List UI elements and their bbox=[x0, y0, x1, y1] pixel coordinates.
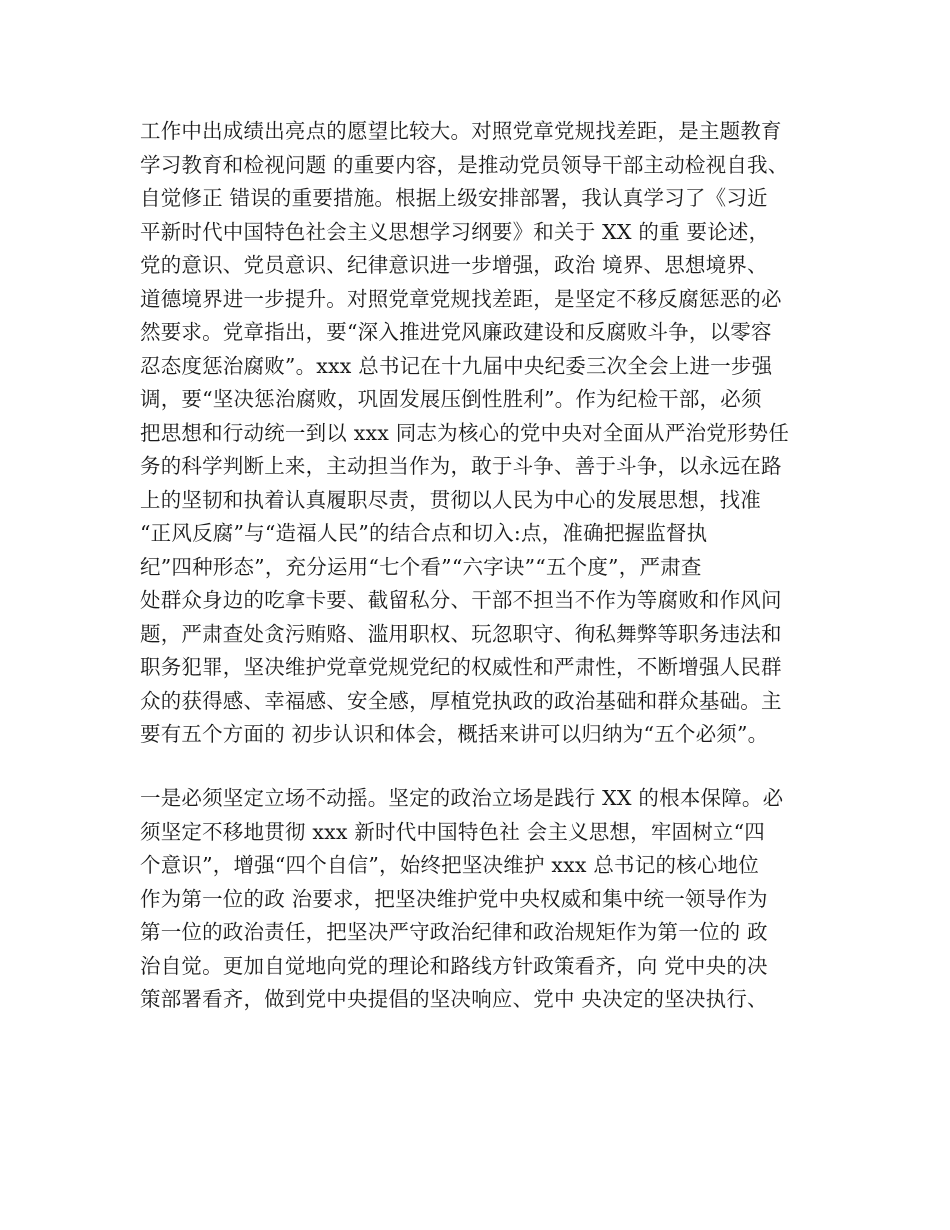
paragraph-line: 学习教育和检视问题 的重要内容，是推动党员领导干部主动检视自我、 bbox=[140, 152, 789, 177]
paragraph-line: 职务犯罪，坚决维护党章党规党纪的权威性和严肃性，不断增强人民群 bbox=[140, 655, 782, 679]
paragraph-line: 上的坚韧和执着认真履职尽责，贯彻以人民为中心的发展思想，找准 bbox=[140, 487, 761, 512]
paragraph-line: 平新时代中国特色社会主义思想学习纲要》和关于 XX 的重 要论述， bbox=[140, 219, 770, 244]
paragraph-2 bbox=[140, 782, 830, 1017]
paragraph-line: 然要求。党章指出，要“深入推进党风廉政建设和反腐败斗争，以零容 bbox=[140, 320, 772, 344]
paragraph-line: 把思想和行动统一到以 xxx 同志为核心的党中央对全面从严治党形势任 bbox=[140, 420, 790, 445]
paragraph-line: 处群众身边的吃拿卡要、截留私分、干部不担当不作为等腐败和作风问 bbox=[140, 588, 782, 612]
paragraph-line: 务的科学判断上来，主动担当作为，敢于斗争、善于斗争，以永远在路 bbox=[140, 454, 782, 478]
paragraph-line: 道德境界进一步提升。对照党章党规找差距，是坚定不移反腐惩恶的必 bbox=[140, 286, 782, 311]
paragraph-line: 策部署看齐，做到党中央提倡的坚决响应、党中 央决定的坚决执行、 bbox=[140, 987, 768, 1011]
paragraph-line: “正风反腐”与“造福人民”的结合点和切入:点，准确把握监督执 bbox=[140, 521, 708, 545]
paragraph-line: 党的意识、党员意识、纪律意识进一步增强，政治 境界、思想境界、 bbox=[140, 253, 768, 277]
paragraph-line: 自觉修正 错误的重要措施。根据上级安排部署，我认真学习了《习近 bbox=[140, 186, 768, 210]
paragraph-line: 第一位的政治责任，把坚决严守政治纪律和政治规矩作为第一位的 政 bbox=[140, 920, 768, 944]
paragraph-line: 须坚定不移地贯彻 xxx 新时代中国特色社 会主义思想，牢固树立“四 bbox=[140, 819, 766, 844]
paragraph-line: 一是必须坚定立场不动摇。坚定的政治立场是践行 XX 的根本保障。必 bbox=[140, 786, 784, 810]
paragraph-line: 治自觉。更加自觉地向党的理论和路线方针政策看齐，向 党中央的决 bbox=[140, 953, 768, 978]
paragraph-line: 题，严肃查处贪污贿赂、滥用职权、玩忽职守、徇私舞弊等职务违法和 bbox=[140, 621, 782, 646]
paragraph-line: 调，要“坚决惩治腐败，巩固发展压倒性胜利”。作为纪检干部，必须 bbox=[140, 387, 762, 411]
paragraph-line: 纪”四种形态”，充分运用“七个看”“六字诀”“五个度”，严肃查 bbox=[140, 554, 702, 579]
paragraph-line: 作为第一位的政 治要求，把坚决维护党中央权威和集中统一领导作为 bbox=[140, 886, 768, 911]
paragraph-1 bbox=[140, 115, 830, 752]
paragraph-line: 个意识”，增强“四个自信”，始终把坚决维护 xxx 总书记的核心地位 bbox=[140, 853, 759, 877]
paragraph-line: 忍态度惩治腐败”。xxx 总书记在十九届中央纪委三次全会上进一步强 bbox=[140, 353, 773, 378]
paragraph-line: 工作中出成绩出亮点的愿望比较大。对照党章党规找差距，是主题教育 bbox=[140, 119, 782, 143]
paragraph-line: 众的获得感、幸福感、安全感，厚植党执政的政治基础和群众基础。主 bbox=[140, 688, 782, 713]
paragraph-line: 要有五个方面的 初步认识和体会，概括来讲可以归纳为“五个必须”。 bbox=[140, 722, 769, 746]
